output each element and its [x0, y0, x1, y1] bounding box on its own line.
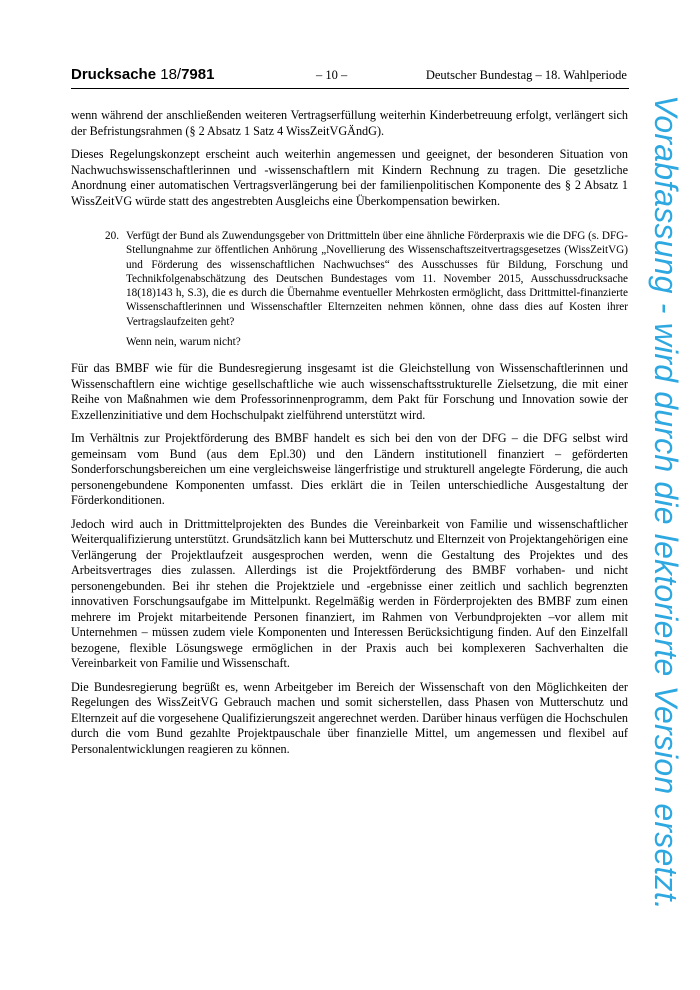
question-number: 20. [105, 230, 119, 242]
document-label: Drucksache [71, 66, 157, 83]
document-period: 18/ [160, 66, 182, 83]
question-followup: Wenn nein, warum nicht? [126, 336, 241, 349]
paragraph: Die Bundesregierung begrüßt es, wenn Arbeitgeber im Bereich der Wissenschaft von den Möglichkeiten der Regelungen des WissZeitVG Gebrauch machen und somit sicherstellen, dass Phasen von Mutterschutz und Elternzeit auf die vorgesehene Qualifizierungszeit angerechnet werden. Darüber hinaus verfügen die Hochschulen durch die vom Bund gezahlte Projektpauschale über finanzielle Mittel, um angemessen und flexibel auf Personalentwicklungen reagieren zu können. [71, 679, 628, 756]
document-body [71, 108, 628, 765]
document-id [71, 66, 214, 83]
watermark-container [620, 95, 690, 915]
paragraph: wenn während der anschließenden weiteren Vertragserfüllung weiterhin Kinderbetreuung erfolgt, verlängert sich der Befristungsrahmen (§ 2 Absatz 1 Satz 4 WissZeitVGÄndG). [71, 108, 628, 138]
parliament-info: Deutscher Bundestag – 18. Wahlperiode [425, 68, 627, 82]
question-block [71, 229, 628, 349]
page-header [71, 66, 629, 89]
page-number: – 10 – [316, 68, 348, 82]
document-number: 7981 [181, 66, 215, 83]
paragraph: Dieses Regelungskonzept erscheint auch weiterhin angemessen und geeignet, der besonderen Situation von Nachwuchswissenschaftlerinnen und -wissenschaftlern mit Kindern Rechnung zu tragen. Die gesetzliche Anordnung einer automatischen Vertragsverlängerung bei der familienpolitischen Komponente des § 2 Absatz 1 WissZeitVG würde statt des angestrebten Ausgleichs eine Überkompensation bewirken. [71, 147, 628, 208]
question-text: Verfügt der Bund als Zuwendungsgeber von Drittmitteln über eine ähnliche Förderpraxis wie die DFG (s. DFG-Stellungnahme zur öffentlichen Anhörung „Novellierung des Wissenschaftszeitvertragsgesetzes (WissZeitVG) und Förderung des wissenschaftlichen Nachwuchses“ des Ausschusses für Bildung, Forschung und Technikfolgenabschätzung des Deutschen Bundestages vom 11. November 2015, Ausschussdrucksache 18(18)143 h, S.3), die es durch die Übernahme eventueller Mehrkosten ermöglicht, dass Drittmittel-finanzierte Wissenschaftlerinnen und Wissenschaftler Elternzeiten nehmen können, ohne dass dies auf Kosten ihrer Vertragslaufzeiten geht? [126, 230, 628, 328]
paragraph: Für das BMBF wie für die Bundesregierung insgesamt ist die Gleichstellung von Wissenschaftlerinnen und Wissenschaftlern eine wichtige gesellschaftliche wie auch wissenschaftsstrukturelle Zielsetzung, die mit einer Reihe von Maßnahmen wie dem Professorinnenprogramm, dem Pakt für Forschung und Innovation sowie der Exzellenzinitiative und dem Hochschulpakt zielführend unterstützt wird. [71, 361, 628, 422]
preliminary-version-watermark: Vorabfassung - wird durch die lektorierte Version ersetzt. [648, 95, 684, 910]
paragraph: Jedoch wird auch in Drittmittelprojekten des Bundes die Vereinbarkeit von Familie und wissenschaftlicher Weiterqualifizierung unterstützt. Grundsätzlich kann bei Mutterschutz und Elternzeit von Projektangehörigen eine Verlängerung der Projektlaufzeit ausgesprochen werden, wenn die Gestaltung des Projektes und des Arbeitsvertrages dies zulassen. Allerdings ist die Projektförderung des BMBF vorhaben- und nicht personengebunden. Bei ihr stehen die Projektziele und -ergebnisse einer zeitlich und sachlich begrenzten innovativen Forschungsaufgabe im Mittelpunkt. Regelmäßig werden in Förderprojekten des BMBF zum einen mehrere im Projekt mitarbeitende Personen finanziert, im Rahmen von Verbundprojekten –vor allem mit Unternehmen – müssen zudem viele Komponenten und Interessen Berücksichtigung finden. Auf den Einzelfall bezogene, flexible Lösungswege ermöglichen in der Praxis auch bei komplexeren Sachverhalten die Vereinbarkeit von Familie und Wissenschaft. [71, 516, 628, 671]
paragraph: Im Verhältnis zur Projektförderung des BMBF handelt es sich bei den von der DFG – die DFG selbst wird gemeinsam vom Bund (aus dem Epl.30) und den Ländern institutionell finanziert – geförderten Sonderforschungsbereichen um eine vergleichsweise längerfristige und strukturell angelegte Förderung, die auch personengebundene Komponenten umfasst. Dies erklärt die in Teilen unterschiedliche Ausgestaltung der Förderkonditionen. [71, 431, 628, 508]
